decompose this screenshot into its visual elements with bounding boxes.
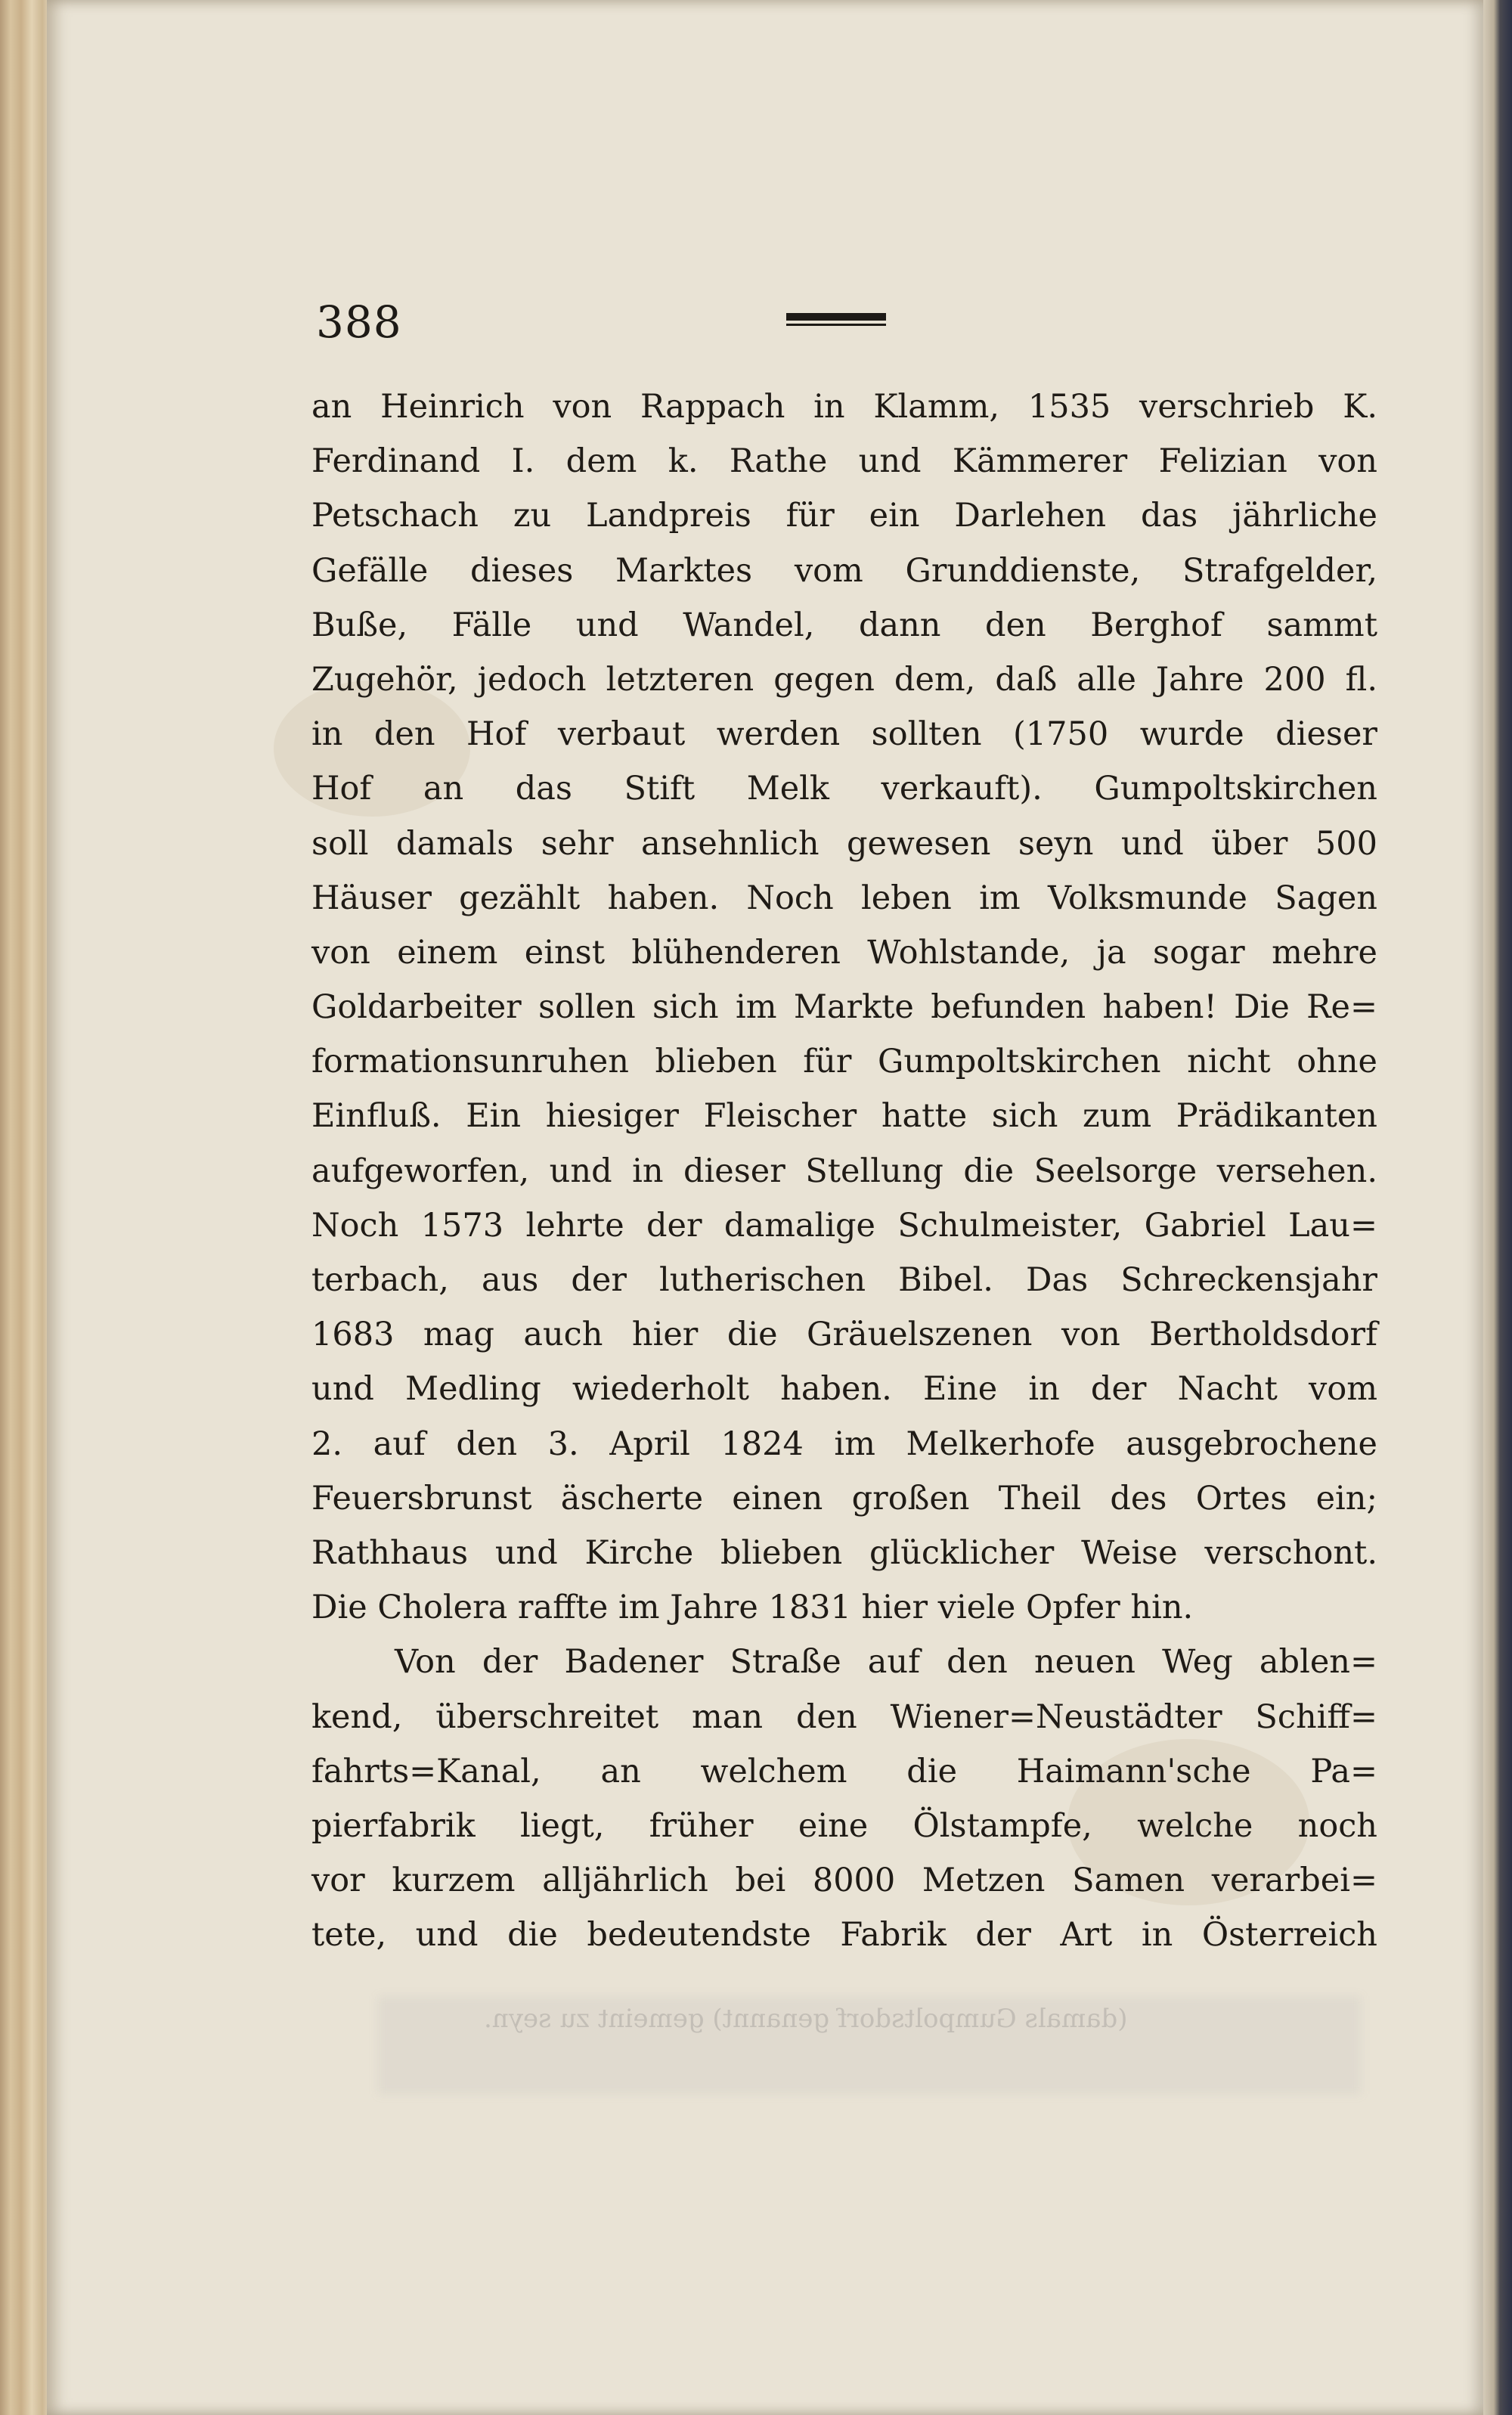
text-line: Goldarbeiter sollen sich im Markte befunden haben! Die Re= — [311, 988, 1377, 1027]
text-line: Petschach zu Landpreis für ein Darlehen das jährliche — [311, 497, 1377, 535]
text-line: soll damals sehr ansehnlich gewesen seyn und über 500 — [311, 824, 1377, 863]
text-line: Gefälle dieses Marktes vom Grunddienste, Strafgelder, — [311, 551, 1377, 590]
text-line: Buße, Fälle und Wandel, dann den Berghof sammt — [311, 606, 1377, 644]
text-line: Feuersbrunst äscherte einen großen Theil des Ortes ein; — [311, 1479, 1377, 1518]
text-line: Häuser gezählt haben. Noch leben im Volksmunde Sagen — [311, 879, 1377, 917]
text-line: Rathhaus und Kirche blieben glücklicher Weise verschont. — [311, 1533, 1377, 1572]
header-ornament-rule — [786, 313, 886, 327]
text-line: 2. auf den 3. April 1824 im Melkerhofe ausgebrochene — [311, 1425, 1377, 1463]
text-line: terbach, aus der lutherischen Bibel. Das Schreckensjahr — [311, 1261, 1377, 1299]
text-line: an Heinrich von Rappach in Klamm, 1535 verschrieb K. — [311, 388, 1377, 426]
text-line: Zugehör, jedoch letzteren gegen dem, daß alle Jahre 200 fl. — [311, 660, 1377, 699]
text-line: Noch 1573 lehrte der damalige Schulmeister, Gabriel Lau= — [311, 1206, 1377, 1245]
page-stack-edge — [0, 0, 53, 2415]
text-line: von einem einst blühenderen Wohlstande, ja sogar mehre — [311, 933, 1377, 972]
text-line: in den Hof verbaut werden sollten (1750 wurde dieser — [311, 715, 1377, 754]
page-header — [316, 296, 1374, 357]
body-text — [311, 380, 1377, 1962]
text-line: vor kurzem alljährlich bei 8000 Metzen Samen verarbei= — [311, 1862, 1377, 1900]
text-line: Ferdinand I. dem k. Rathe und Kämmerer Felizian von — [311, 442, 1377, 481]
text-line: pierfabrik liegt, früher eine Ölstampfe, welche noch — [311, 1806, 1377, 1845]
text-line: fahrts=Kanal, an welchem die Haimann'sche Pa= — [311, 1752, 1377, 1790]
text-line: kend, überschreitet man den Wiener=Neustädter Schiff= — [311, 1697, 1377, 1736]
text-line: formationsunruhen blieben für Gumpoltskirchen nicht ohne — [311, 1043, 1377, 1081]
text-line: und Medling wiederholt haben. Eine in der Nacht vom — [311, 1370, 1377, 1409]
book-binding-edge — [1482, 0, 1512, 2415]
text-line: tete, und die bedeutendste Fabrik der Art in Österreich — [311, 1916, 1377, 1955]
page-number: 388 — [316, 296, 402, 348]
text-line: Einfluß. Ein hiesiger Fleischer hatte sich zum Prädikanten — [311, 1097, 1377, 1136]
header-rule-thick — [786, 313, 886, 321]
bleed-through-text: (damals Gumpoltsdorf genannt) gemeint zu seyn. — [484, 2004, 1128, 2034]
header-rule-thin — [786, 324, 886, 326]
text-line: aufgeworfen, und in dieser Stellung die Seelsorge versehen. — [311, 1152, 1377, 1190]
text-line: Die Cholera raffte im Jahre 1831 hier viele Opfer hin. — [311, 1589, 1194, 1627]
text-line: 1683 mag auch hier die Gräuelszenen von Bertholdsdorf — [311, 1316, 1377, 1354]
text-line: Hof an das Stift Melk verkauft). Gumpoltskirchen — [311, 770, 1377, 808]
text-line-paragraph-start: Von der Badener Straße auf den neuen Weg ablen= — [395, 1643, 1377, 1682]
